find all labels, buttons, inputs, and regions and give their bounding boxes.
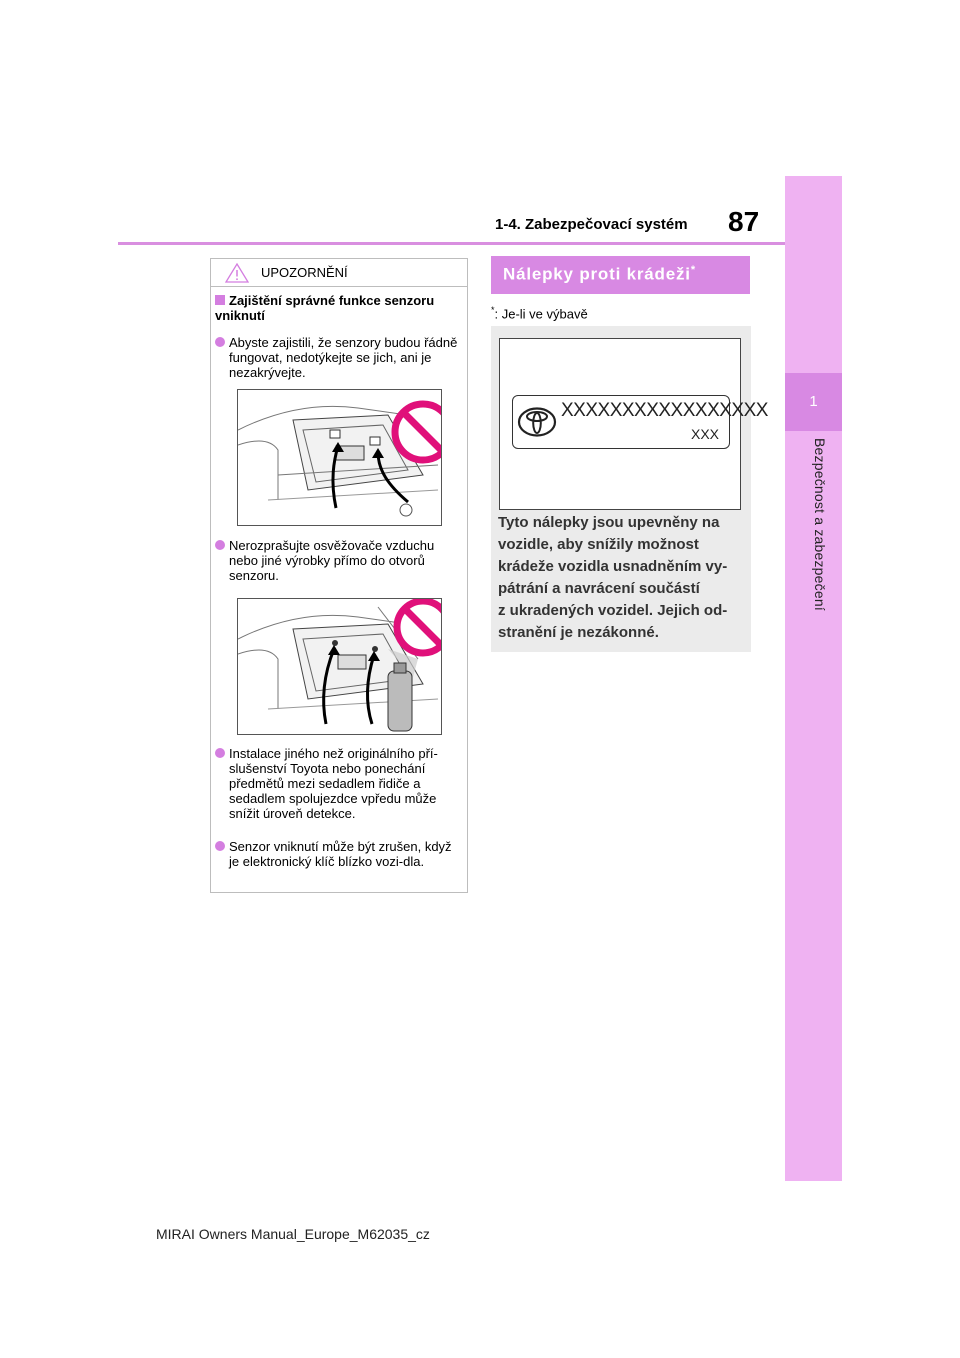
bullet-dot-icon [215, 748, 225, 758]
header-rule [118, 242, 785, 245]
info-line: Tyto nálepky jsou upevněny na [498, 514, 720, 531]
spray-illustration [237, 598, 442, 735]
info-line: vozidle, aby snížily možnost [498, 536, 699, 553]
side-tab [785, 176, 842, 1181]
warning-bullet [215, 335, 465, 380]
warning-title: UPOZORNĚNÍ [261, 265, 348, 280]
sensor-touch-illustration [237, 389, 442, 526]
info-line: stranění je nezákonné. [498, 624, 659, 641]
warning-subheading [215, 293, 463, 323]
sticker-subcode: XXX [690, 426, 719, 442]
chapter-label: Bezpečnost a zabezpečení [812, 438, 828, 611]
chapter-number: 1 [785, 373, 842, 431]
info-line: krádeže vozidla usnadněním vy- [498, 558, 728, 575]
info-text [498, 512, 750, 644]
bullet-text: Abyste zajistili, že senzory budou řádně fungovat, nedotýkejte se jich, ani je nezakrývejte. [229, 335, 458, 380]
warning-subheading-text: Zajištění správné funkce senzoru vniknutí [215, 293, 435, 323]
heading-label: Nálepky proti krádeži [503, 264, 691, 284]
footer-text: MIRAI Owners Manual_Europe_M62035_cz [156, 1226, 430, 1242]
footnote-text: : Je-li ve výbavě [494, 306, 588, 322]
warning-bullet [215, 839, 465, 869]
bullet-dot-icon [215, 337, 225, 347]
warning-bullet [215, 538, 465, 583]
square-bullet-icon [215, 295, 225, 305]
theft-sticker-info-box [491, 326, 768, 652]
section-title: 1-4. Zabezpečovací systém [495, 216, 688, 233]
heading-asterisk: * [690, 264, 696, 276]
toyota-logo-icon [517, 403, 557, 441]
warning-header [211, 259, 467, 287]
info-line: z ukradených vozidel. Jejich od- [498, 602, 728, 619]
info-line: pátrání a navrácení součástí [498, 580, 700, 597]
bullet-dot-icon [215, 841, 225, 851]
page-number: 87 [728, 206, 760, 237]
theft-sticker-heading [491, 256, 750, 294]
bullet-dot-icon [215, 540, 225, 550]
warning-bullet [215, 746, 465, 821]
footnote [491, 305, 588, 321]
bullet-text: Senzor vniknutí může být zrušen, když je elektronický klíč blízko vozi-dla. [229, 839, 452, 869]
heading-text [503, 264, 696, 285]
footnote-asterisk: * [491, 305, 495, 315]
sensor-touch-drawing [238, 390, 442, 526]
sticker-code: XXXXXXXXXXXXXXXXX [561, 400, 768, 421]
bullet-text: Nerozprašujte osvěžovače vzduchu nebo jiné výrobky přímo do otvorů senzoru. [229, 538, 435, 583]
warning-triangle-icon [225, 263, 249, 283]
sticker-label [512, 395, 768, 449]
warning-box [210, 258, 468, 893]
spray-drawing [238, 599, 442, 735]
bullet-text: Instalace jiného než originálního pří-slušenství Toyota nebo ponechání předmětů mezi sedadlem řidiče a sedadlem spolujezdce vpředu může snížit úroveň detekce. [229, 746, 438, 821]
sticker-illustration [499, 338, 768, 510]
